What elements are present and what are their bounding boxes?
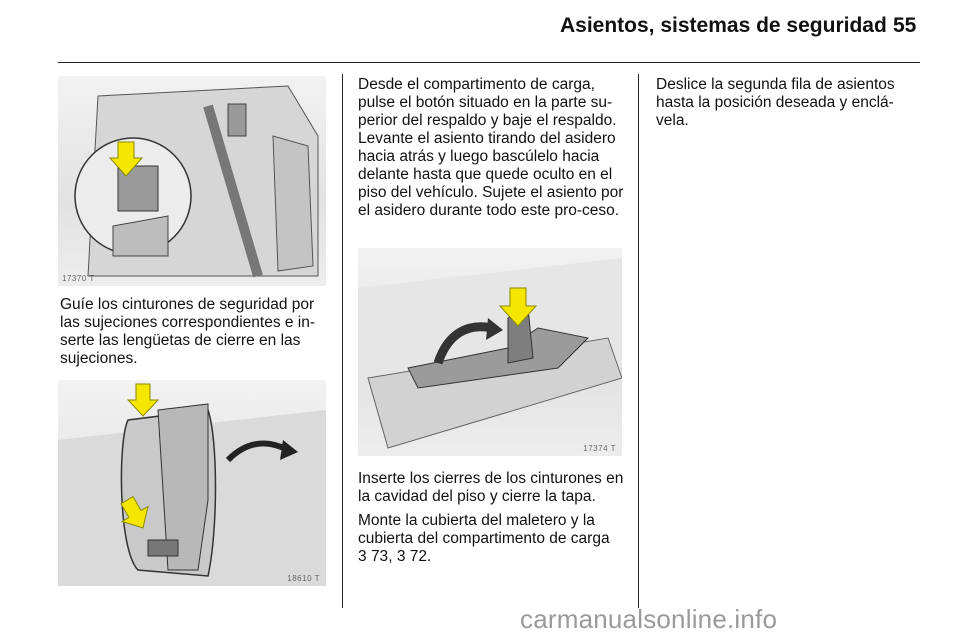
figure-code-2: 18610 T: [287, 574, 320, 583]
seat-fold-illustration: [58, 380, 326, 586]
col1-paragraph: Guíe los cinturones de seguridad por las sujeciones correspondientes e in-serte las lengüetas de cierre en las sujeciones.: [60, 296, 316, 367]
header-rule: [58, 62, 920, 63]
figure-code-1: 17370 T: [62, 274, 95, 283]
seat-fold-drawing: [58, 380, 326, 586]
seatbelt-guide-illustration: [58, 76, 326, 286]
page-title: Asientos, sistemas de seguridad: [560, 14, 887, 37]
figure-code-3: 17374 T: [583, 444, 616, 453]
col2-paragraph-3: Monte la cubierta del maletero y la cubierta del compartimento de carga 3 73, 3 72.: [358, 512, 610, 565]
col2-paragraph-3-text: Monte la cubierta del maletero y la cubierta del compartimento de carga: [358, 512, 610, 547]
reference-arrow-icon: 3: [358, 548, 367, 565]
reference-arrow-icon: 3: [396, 548, 406, 565]
reference-link-1[interactable]: 73: [370, 548, 389, 565]
column-divider-2: [638, 74, 639, 608]
column-divider-1: [342, 74, 343, 608]
reference-link-2[interactable]: 72: [409, 548, 427, 565]
col2-paragraph-1: Desde el compartimento de carga, pulse el botón situado en la parte su-perior del respaldo y baje el respaldo. Levante el asiento tirando del asidero hacia atrás y luego bascúlelo hacia delante hasta que quede oculto en el piso del vehículo. Sujete el asiento por el asidero durante todo este pro-ceso.: [358, 76, 624, 219]
site-watermark: carmanualsonline.info: [520, 604, 778, 634]
col3-paragraph: Deslice la segunda fila de asientos hasta la posición deseada y enclá-vela.: [656, 76, 895, 129]
col2-paragraph-2: Inserte los cierres de los cinturones en la cavidad del piso y cierre la tapa.: [358, 470, 624, 505]
seat-handle-drawing: [358, 248, 622, 456]
seatbelt-guide-drawing: [58, 76, 326, 286]
page-number: 55: [893, 14, 917, 37]
seat-handle-illustration: [358, 248, 622, 456]
